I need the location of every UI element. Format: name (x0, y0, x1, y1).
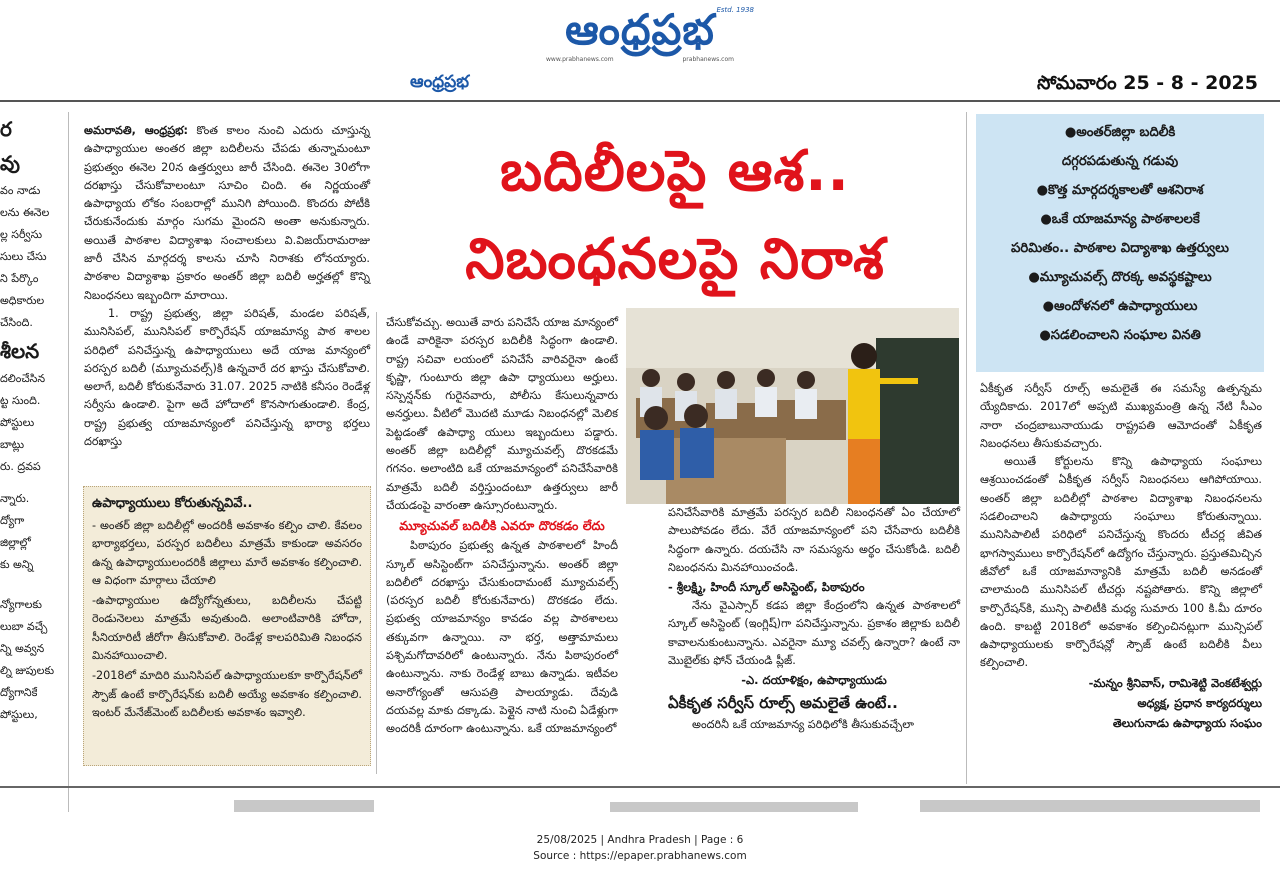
article-para: చేసుకోవచ్చు. అయితే వారు పనిచేసే యాజ మాన్యంలో ఉండే వారికైనా పరస్పర బదిలీకి సిద్ధంగా ఉండాలి. రాష్ట్ర సచివా లయంలో పనిచేసే వారివరైనా ఉంటే కృష్ణా, గుంటూరు జిల్లా ఉపా ధ్యాయులు అర్హులు. సస్పెన్షన్‌కు గురైనవారు, పోలీసు కేసులున్నవారు అనర్హులు. వీటిలో మొదటి మూడు నిబంధనల్లో మెలిక పెట్టడంతో ఉపాధ్యా యులు ఇబ్బందులు పడ్డారు. అంతర్ జిల్లా బదిలీల్లో మ్యూచువల్స్ దొరకడమే గగనం. అలాంటిది ఒకే యాజమాన్యంలో పనిచేసేవారికి మాత్రమే బదిలీ వర్తిస్తుందంటూ ఉత్తర్వులు జారీ చేయడంపై వారంతా ఉస్సూరంటున్నారు. (386, 316, 618, 512)
highlight-item: ●కొత్త మార్గదర్శకాలతో ఆశనిరాశ (1036, 183, 1204, 198)
article-para: నేను వైఎస్సార్ కడప జిల్లా కేంద్రంలోని ఉన్నత పాఠశాలలో స్కూల్ అసిస్టెంట్ (ఇంగ్లిష్)గా పనిచేస్తున్నాను. ప్రకాశం జిల్లాకు బదిలీ కావాలనుకుంటున్నాను. ఎవరైనా మ్యూ చవల్స్ ఉన్నారా? ఉంటే నా మొబైల్‌కు ఫోన్ చేయండి ప్లీజ్. (668, 599, 960, 668)
bottom-rule (0, 786, 1280, 788)
left-line: సులు చేసు (0, 250, 47, 263)
page-logo-small: ఆంధ్రప్రభ (410, 72, 470, 92)
signature-2: -ఎ. దయాళిక్షం, ఉపాధ్యాయుడు (741, 673, 887, 688)
left-line: ల్ల సర్వీసు (0, 228, 43, 241)
headline-line-1: బదిలీలపై ఆశ.. (500, 139, 850, 204)
article-para: ఏకీకృత సర్వీస్ రూల్స్ అమలైతే ఈ సమస్యే ఉత్పన్నమ య్యేదికాదు. 2017లో అప్పటి ముఖ్యమంత్రి ఉన్న నేటి సీఎం నారా చంద్రబాబునాయుడు రాష్ట్రపతి ఆమోదంతో ఏకీకృత నిబంధనలు తీసుకువచ్చారు. (980, 382, 1262, 450)
cut-headline-fragment (920, 800, 1260, 812)
signature-org: తెలుగునాడు ఉపాధ్యాయ సంఘం (1112, 715, 1262, 730)
subheading-unified-rules: ఏకీకృత సర్వీస్ రూల్స్ అమలైతే ఉంటే.. (668, 694, 898, 713)
left-line: ల్ని జుపులకు (0, 664, 54, 677)
site-left: www.prabhanews.com (546, 56, 614, 63)
article-para: పిఠాపురం ప్రభుత్వ ఉన్నత పాఠశాలలో హిందీ స్కూల్ అసిస్టెంట్‌గా పనిచేస్తున్నాను. అంతర్ జిల్లా బదిలీలో దరఖాస్తు చేసుకుందామంటే మ్యూచువల్స్ (పరస్పర బదిలీ కోరుకునేవారు) దొరకడం లేదు. ప్రభుత్వ యాజమాన్యం కావడం వల్ల పాఠశాలలు తక్కువగా ఉన్నాయి. నా భర్త, అత్తామామలు పశ్చిమగోదావరిలో ఉంటున్నారు. నేను పిఠాపురంలో ఉంటున్నాను. నాకు రెండేళ్ల బాబు ఉన్నాడు. ఇటీవల అనారోగ్యంతో ఆసుపత్రి పాలయ్యాడు. దేవుడి దయవల్ల మాకు దక్కాడు. పెళ్లైన నాటి నుంచి ఏడేళ్లుగా అందరికీ దూరంగా ఉంటున్నాను. ఒకే యాజమాన్యంలో (386, 539, 618, 736)
highlight-item: ●ఆందోళనలో ఉపాధ్యాయులు (1042, 299, 1198, 314)
highlight-item: ●అంతర్‌జిల్లా బదిలీకి (1064, 125, 1176, 140)
left-line: పోస్టులు, (0, 708, 38, 721)
column-divider (966, 112, 967, 784)
column-divider (68, 112, 69, 812)
left-head-3: శీలన (0, 339, 40, 363)
demand-item: -ఉపాధ్యాయుల ఉద్యోగోన్నతులు, బదిలీలను చేపట్టి రెండునెలలు మాత్రమే అవుతుంది. అలాంటివారికి హోదా, సీనియారిటీ జీరోగా తీసుకోవాలి. రెండేళ్ల కాలపరిమితి నిబంధన మినహాయించాలి. (92, 594, 362, 663)
left-line: న్ని అవ్వన (0, 642, 45, 655)
signature-role: అధ్యక్ష, ప్రధాన కార్యదర్శులు (1137, 695, 1262, 710)
brand-name: ఆంధ్రప్రభ (565, 5, 715, 54)
signature-1: - శ్రీలక్ష్మి, హిందీ స్కూల్ అసిస్టెంట్, పిఠాపురం (668, 580, 865, 595)
site-right: prabhanews.com (682, 56, 734, 63)
left-line: బాట్లు (0, 438, 25, 451)
article-para: కొంత కాలం నుంచి ఎదురు చూస్తున్న ఉపాధ్యాయుల అంతర జిల్లా బదిలీలను చేపడు తున్నామంటూ ప్రభుత్వం ఈనెల 20న ఉత్తర్వులు జారీ చేసింది. ఈనెల 30లోగా దరఖాస్తు చేసుకోవాలంటూ సూచిం చింది. ఈ నిర్ణయంతో ఉపాధ్యాయ లోకం సంబరాల్లో మునిగి పోయింది. కొందరు పోటీకి చేరుకునేందుకు మార్గం సుగమ మైందని అంతా అనుకున్నారు. అయితే పాఠశాల విద్యాశాఖ సంచాలకులు వి.విజయ్‌రామరాజు జారీ చేసిన మార్గదర్శ కాలను చూసి నిరాశకు లోనయ్యారు. పాఠశాల విద్యాశాఖ ప్రకారం అంతర్ జిల్లా బదిలీ అర్హతల్లో కొన్ని నిబంధనలు ఇబ్బందిగా మారాయి. (84, 124, 370, 302)
left-line: ని పేర్కొం (0, 272, 39, 285)
left-line: ద్యోగానికే (0, 686, 38, 699)
left-line: పోస్టులు (0, 416, 35, 429)
left-head-2: వు (0, 151, 20, 175)
highlight-item: ●సడలించాలని సంఘాల వినతి (1039, 328, 1201, 343)
article-para: 1. రాష్ట్ర ప్రభుత్వ, జిల్లా పరిషత్, మండల పరిషత్, మునిసిపల్, మునిసిపల్ కార్పొరేషన్ యాజమాన్య పాఠ శాలల పరిధిలో పనిచేస్తున్న ఉపాధ్యాయులు అదే యాజ మాన్యంలో పరస్పర బదిలీ (మ్యూచువల్స్)కి ఉన్నవారే దర ఖాస్తు చేసుకోవాలి. అలాగే, బదిలీ కోరుకునేవారు 31.07. 2025 నాటికి కనీసం రెండేళ్ల సర్వీసు ఉండాలి. పైగా అదే హోదాలో కొనసాగుతుండాలి. కేంద్ర, రాష్ట్ర ప్రభుత్వ యాజమాన్యంలో పనిచేస్తున్న భార్యా భర్తలు దరఖాస్తు (84, 306, 370, 449)
footer-source[interactable]: Source : https://epaper.prabhanews.com (533, 850, 747, 862)
demands-title: ఉపాధ్యాయులు కోరుతున్నవివే.. (92, 496, 253, 511)
left-line: అధికారుల (0, 294, 45, 307)
left-line: న్యోగాలకు (0, 598, 42, 611)
highlight-item: పరిమితం.. పాఠశాల విద్యాశాఖ ఉత్తర్వులు (1011, 241, 1229, 256)
left-fragment-column (0, 112, 62, 812)
article-para: అయితే కోర్టులను కొన్ని ఉపాధ్యాయ సంఘాలు ఆశ్రయించడంతో ఏకీకృత సర్వీస్ నిబంధనలు ఆగిపోయాయి. అంతర్ జిల్లా బదిలీల్లో పాఠశాల విద్యాశాఖ నిబంధనలను సడలించాలని ఉపాధ్యాయ సంఘాలు కోరుతున్నాయి. మునిసిపాలిటీ పరిధిలో పనిచేస్తున్న కొందరు టీచర్ల జీవిత భాగస్వాములు కార్పొరేషన్‌లో ఉద్యోగం చేస్తున్నారు. ప్రస్తుతమిచ్చిన జీవోలో ఒకే యాజమాన్యానికి మాత్రమే బదిలీ అనడంతో చాలామంది మునిసిపల్ టీచర్లు నష్టపోతారు. కొన్ని జిల్లాలో కార్పొరేషన్‌కి, మున్సి పాలిటీకి మధ్య సుమారు 100 కి.మీ దూరం ఉంది. కాబట్టి 2018లో అవకాశం కల్పించినట్లుగా మున్సిపల్ ఉపాధ్యాయులకు కార్పొరేషన్లో స్పౌజ్ ఉంటే బదిలీకి వీలు కల్పించాలి. (980, 455, 1262, 670)
headline (380, 128, 970, 304)
page-date: సోమవారం 25 - 8 - 2025 (1036, 72, 1258, 94)
highlight-item: దగ్గరపడుతున్న గడువు (1061, 154, 1179, 169)
highlight-item: ●ఒకే యాజమాన్య పాఠశాలలకే (1040, 212, 1200, 227)
classroom-illustration (626, 308, 959, 504)
cut-headline-fragment (234, 800, 374, 812)
demand-item: - అంతర్ జిల్లా బదిలీల్లో అందరికీ అవకాశం కల్పిం చాలి. కేవలం భార్యాభర్తలు, పరస్పర బదిలీలు మాత్రమే కాకుండా అవసరం ఉన్న ఉపాధ్యాయులందరికీ జిల్లాలు మారే అవకాశం కల్పించాలి. ఆ విధంగా మార్గాలు చేయాలి (92, 519, 362, 587)
left-line: లుబా వచ్చే (0, 620, 48, 633)
left-line: కు అన్ని (0, 558, 34, 571)
highlights-box (976, 114, 1264, 372)
highlight-item: ●మ్యూచువల్స్ దొరక్క అవస్థకష్టాలు (1028, 270, 1212, 285)
left-line: లను ఈనెల (0, 206, 50, 219)
article-para: పనిచేసేవారికి మాత్రమే పరస్పర బదిలీ నిబంధనతో ఏం చేయాలో పాలుపోవడం లేదు. వేరే యాజమాన్యంలో పని చేసేవారు బదిలీకి సిద్ధంగా ఉన్నారు. దయచేసి నా సమస్యను అర్థం చేసుకోండి. బదిలీ నిబంధనను మినహాయించండి. (668, 506, 960, 574)
left-line: ట్ట సుంది. (0, 394, 41, 407)
masthead-logo (520, 6, 760, 64)
column-divider (376, 312, 377, 774)
cut-headline-fragment (610, 802, 858, 812)
left-line: దలించేసిన (0, 372, 46, 385)
demands-box (83, 486, 371, 766)
estd-label: Estd. 1938 (716, 6, 754, 14)
left-line: జిల్లాల్లో (0, 536, 31, 549)
page-footer (0, 832, 1280, 864)
headline-line-2: నిబంధనలపై నిరాశ (465, 227, 885, 292)
article-column-c (668, 504, 960, 735)
classroom-photo (626, 308, 959, 504)
left-line: రు. ద్రవప (0, 460, 41, 473)
left-line: చేసింది. (0, 316, 33, 329)
left-head-1: ర (0, 117, 12, 141)
article-dateline: అమరావతి, ఆంధ్రప్రభ: (84, 124, 189, 137)
website-labels (520, 56, 760, 63)
article-column-b (386, 314, 618, 739)
left-line: ద్యోగా (0, 514, 25, 527)
article-column-a (84, 122, 370, 451)
left-line: న్నారు. (0, 492, 30, 505)
article-para: అందరినీ ఒకే యాజమాన్య పరిధిలోకి తీసుకువచ్చేలా (692, 718, 914, 732)
subheading-mutual: మ్యూచువల్ బదిలీకి ఎవరూ దొరకడం లేదు (399, 518, 605, 534)
footer-line-1: 25/08/2025 | Andhra Pradesh | Page : 6 (536, 834, 744, 846)
signature-names: -మన్నం శ్రీనివాస్, రామిశెట్టి వెంకటేశ్వర్లు (1088, 675, 1262, 690)
top-rule (0, 100, 1280, 102)
left-line: వం నాడు (0, 184, 41, 197)
article-column-d (980, 380, 1262, 733)
demand-item: -2018లో మాదిరి మునిసిపల్ ఉపాధ్యాయులకూ కార్పొరేషన్‌లో స్పౌజ్ ఉంటే కార్పొరేషన్‌కు బదిలీ అయ్యే అవకాశం కల్పించాలి. ఇంటర్ మేనేజ్‌మెంట్ బదిలీలకు అవకాశం ఇవ్వాలి. (92, 669, 362, 719)
